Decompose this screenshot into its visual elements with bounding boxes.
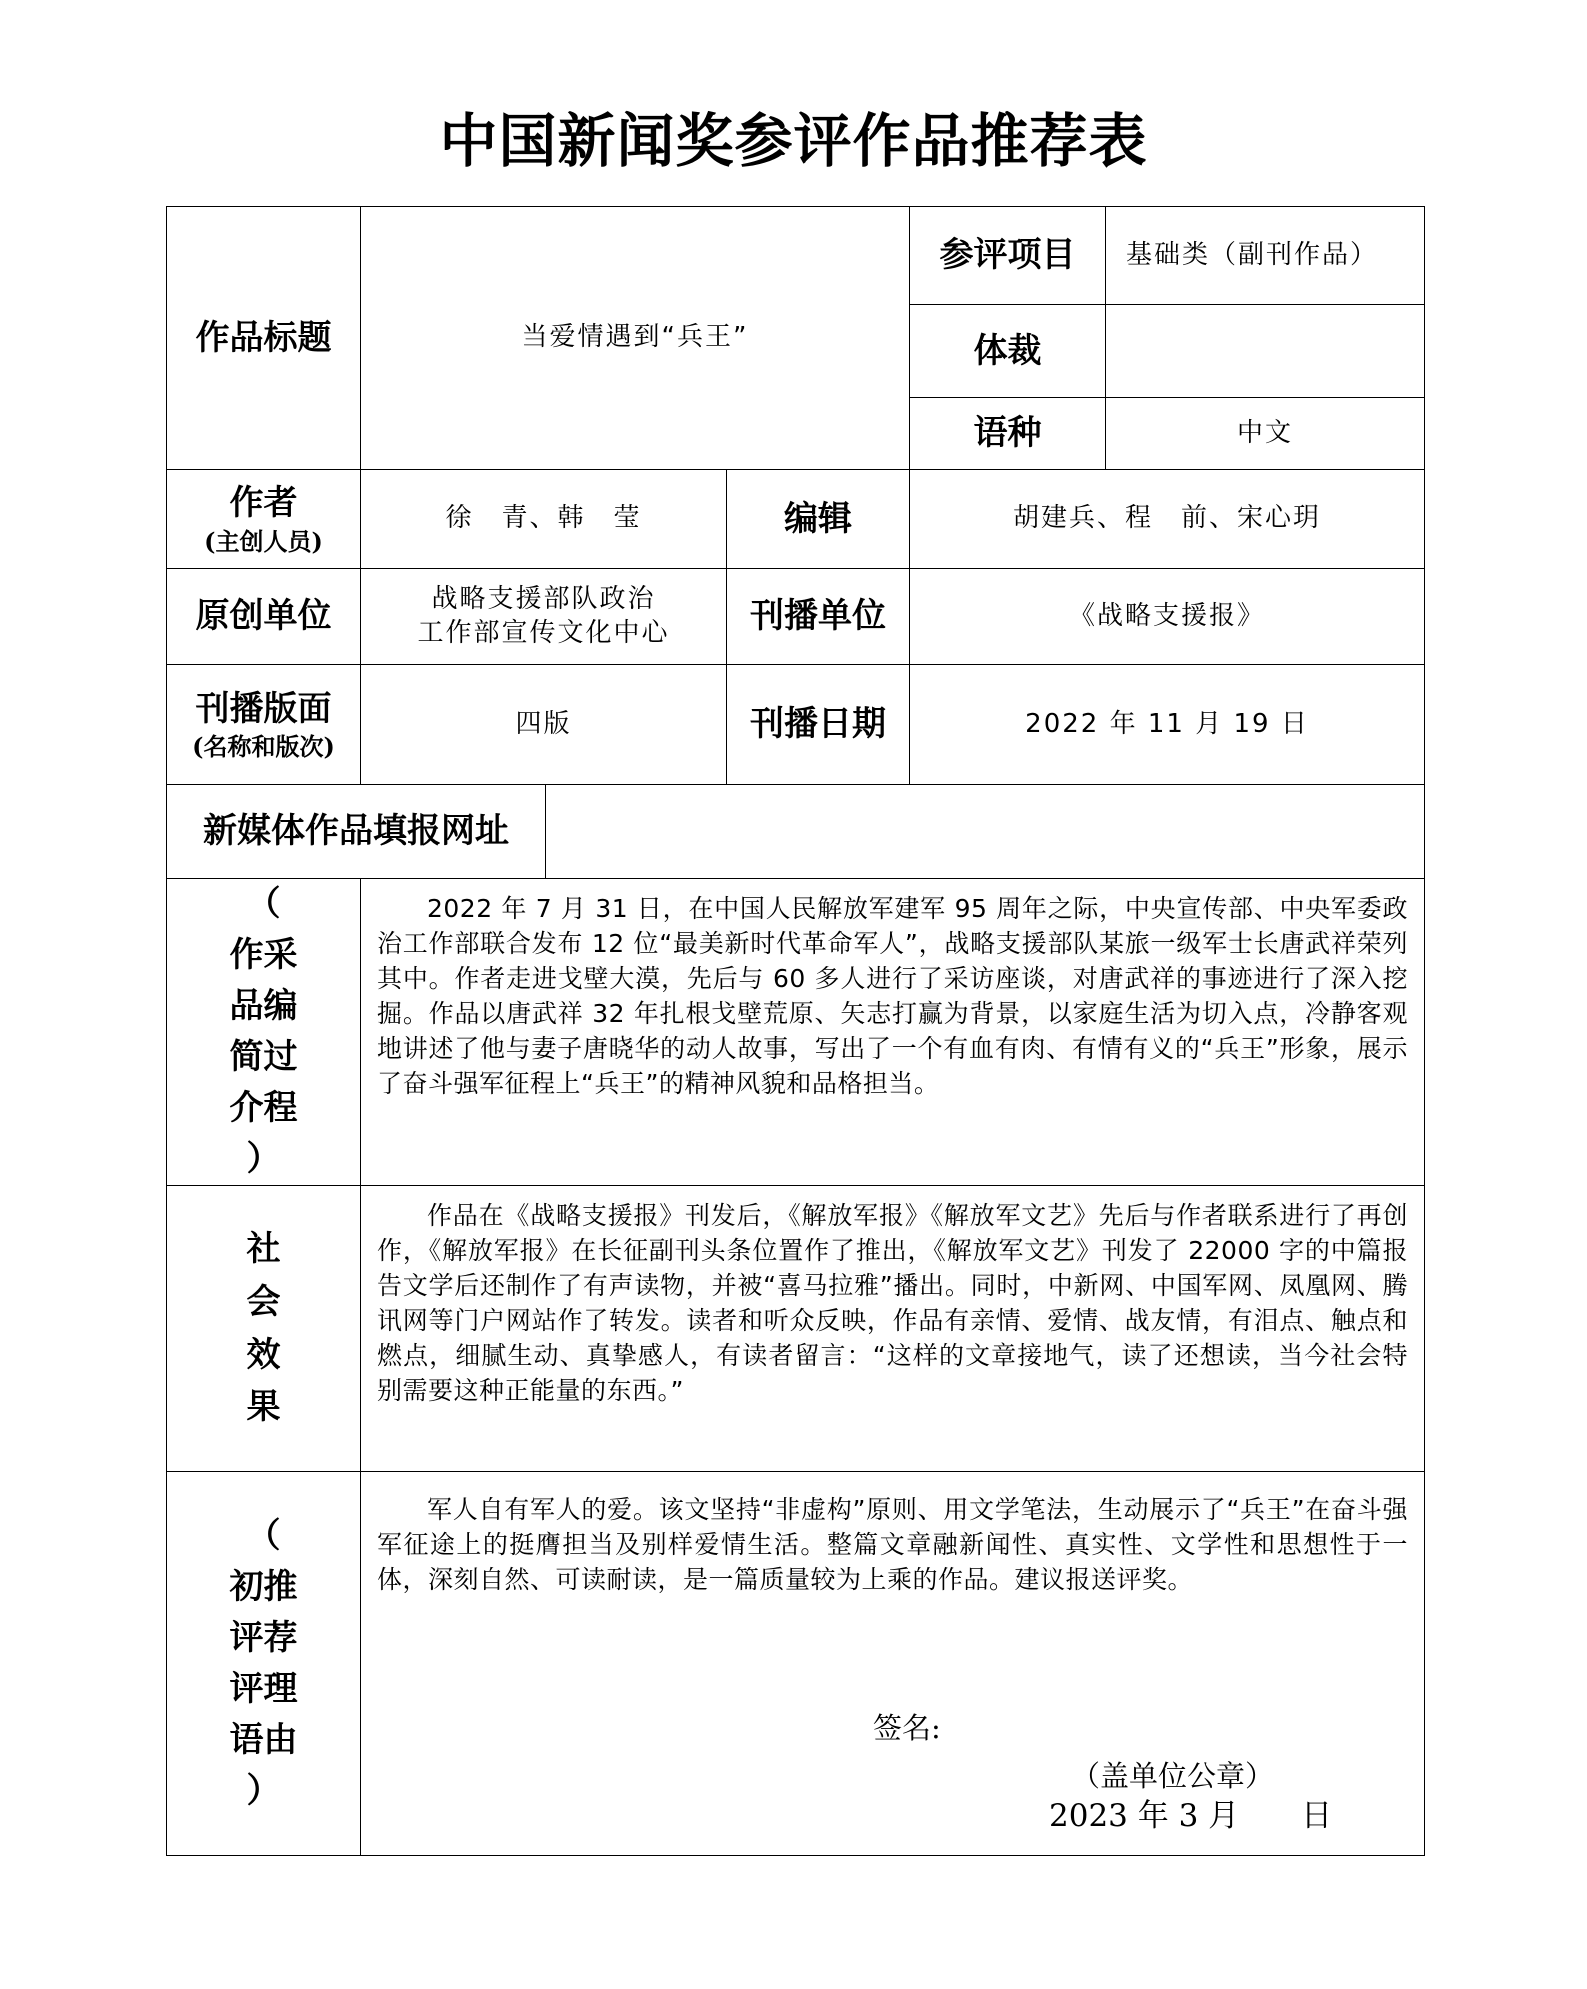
language-value: 中文 [1106, 398, 1425, 470]
social-effect-label-line: 效 [246, 1334, 281, 1375]
recommendation-form [166, 206, 1425, 1856]
genre-label: 体裁 [910, 305, 1106, 398]
intro-label-line: 介程 [229, 1088, 298, 1128]
intro-label-line: 简过 [229, 1037, 298, 1077]
author-value: 徐 青、韩 莹 [361, 470, 727, 569]
recommend-label-line: 评理 [229, 1668, 298, 1709]
intro-label [167, 879, 361, 1186]
work-title-value: 当爱情遇到“兵王” [361, 207, 910, 470]
author-label [167, 470, 361, 569]
social-effect-text: 作品在《战略支援报》刊发后，《解放军报》《解放军文艺》先后与作者联系进行了再创作，《解放军报》在长征副刊头条位置作了推出，《解放军文艺》刊发了 22000 字的中篇报告文学后还制作了有声读物，并被“喜马拉雅”播出。同时，中新网、中国军网、凤凰网、腾讯网等门户网站作了转发。读者和听众反映，作品有亲情、爱情、战友情，有泪点、触点和燃点，细腻生动、真挚感人，有读者留言：“这样的文章接地气，读了还想读，当今社会特别需要这种正能量的东西。” [377, 1201, 1408, 1405]
editor-value: 胡建兵、程 前、宋心玥 [910, 470, 1425, 569]
social-effect-label-line: 果 [246, 1387, 281, 1428]
intro-label-line: 作采 [229, 935, 298, 975]
page-title: 中国新闻奖参评作品推荐表 [439, 107, 1148, 175]
language-label: 语种 [910, 398, 1106, 470]
social-effect-label [167, 1186, 361, 1472]
original-unit-value [361, 569, 727, 665]
original-unit-line2: 工作部宣传文化中心 [417, 617, 670, 648]
original-unit-line1: 战略支援部队政治 [431, 583, 656, 614]
publish-unit-value: 《战略支援报》 [910, 569, 1425, 665]
original-unit-label: 原创单位 [167, 569, 361, 665]
intro-label-line: 品编 [229, 986, 298, 1026]
publish-date-label: 刊播日期 [727, 665, 910, 785]
intro-text: 2022 年 7 月 31 日，在中国人民解放军建军 95 周年之际，中央宣传部、中央军委政治工作部联合发布 12 位“最美新时代革命军人”，战略支援部队某旅一级军士长唐武祥荣列其中。作者走进戈壁大漠，先后与 60 多人进行了采访座谈，对唐武祥的事迹进行了深入挖掘。作品以唐武祥 32 年扎根戈壁荒原、矢志打赢为背景，以家庭生活为切入点，冷静客观地讲述了他与妻子唐晓华的动人故事，写出了一个有血有肉、有情有义的“兵王”形象，展示了奋斗强军征程上“兵王”的精神风貌和品格担当。 [377, 894, 1408, 1098]
social-effect-label-line: 社 [246, 1229, 281, 1270]
genre-value [1106, 305, 1425, 398]
category-label: 参评项目 [910, 207, 1106, 305]
publish-unit-label: 刊播单位 [727, 569, 910, 665]
recommend-label [167, 1472, 361, 1856]
editor-label: 编辑 [727, 470, 910, 569]
new-media-url-label: 新媒体作品填报网址 [167, 785, 546, 878]
publish-date-value: 2022 年 11 月 19 日 [910, 665, 1425, 785]
seal-note: （盖单位公章） [1071, 1759, 1275, 1793]
intro-label-line: （ [246, 884, 281, 924]
publish-page-label-text: 刊播版面 [195, 688, 332, 729]
recommend-label-line: ） [246, 1770, 281, 1811]
publish-page-label [167, 665, 361, 785]
recommend-label-line: （ [246, 1515, 281, 1556]
category-value: 基础类（副刊作品） [1106, 207, 1425, 305]
publish-page-value: 四版 [361, 665, 727, 785]
recommend-label-line: 评荐 [229, 1617, 298, 1658]
recommend-text: 军人自有军人的爱。该文坚持“非虚构”原则、用文学笔法，生动展示了“兵王”在奋斗强军征途上的挺膺担当及别样爱情生活。整篇文章融新闻性、真实性、文学性和思想性于一体，深刻自然、可读耐读，是一篇质量较为上乘的作品。建议报送评奖。 [377, 1495, 1408, 1594]
recommend-label-line: 语由 [229, 1719, 298, 1760]
recommend-label-line: 初推 [229, 1566, 298, 1607]
social-effect-label-line: 会 [246, 1281, 281, 1322]
author-label-sub: (主创人员) [204, 526, 323, 556]
new-media-url-value [546, 785, 1424, 878]
publish-page-label-sub: (名称和版次) [192, 732, 335, 761]
work-title-label: 作品标题 [167, 207, 361, 470]
signature-label: 签名: [873, 1711, 941, 1745]
author-label-text: 作者 [229, 483, 298, 524]
intro-label-line: ） [246, 1139, 281, 1179]
signature-date: 2023 年 3 月 日 [1049, 1798, 1333, 1834]
